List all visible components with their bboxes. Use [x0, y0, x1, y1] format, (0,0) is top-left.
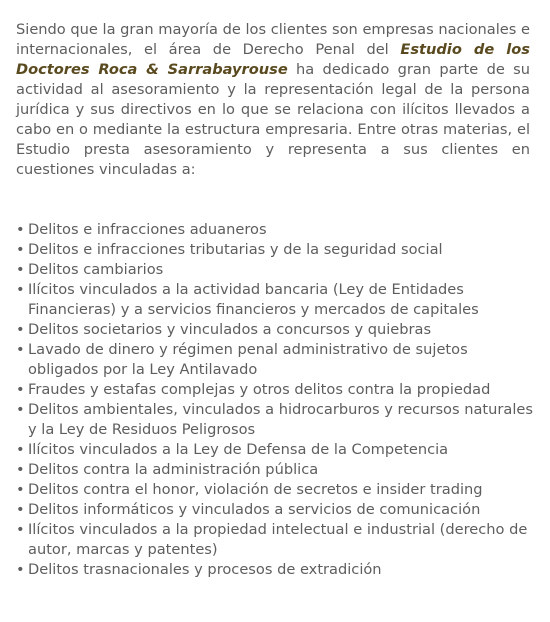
- bullet-icon: •: [16, 241, 25, 258]
- bullet-icon: •: [16, 501, 25, 518]
- list-item-label: Delitos societarios y vinculados a concursos y quiebras: [28, 321, 432, 338]
- list-item: [16, 560, 536, 580]
- list-item-label: Delitos contra el honor, violación de secretos e insider trading: [28, 481, 483, 498]
- list-item: [16, 520, 536, 560]
- intro-text-after: ha dedicado gran parte de su actividad al asesoramiento y la representación legal de la persona jurídica y sus directivos en lo que se relaciona con ilícitos llevados a cabo en o mediante la estructura empresaria. Entre otras materias, el Estudio presta asesoramiento y representa a sus clientes en cuestiones vinculadas a:: [16, 61, 530, 178]
- bullet-icon: •: [16, 561, 25, 578]
- list-item-label: Ilícitos vinculados a la Ley de Defensa de la Competencia: [28, 441, 449, 458]
- list-item-label: Ilícitos vinculados a la actividad bancaria (Ley de Entidades Financieras) y a servicios financieros y mercados de capitales: [28, 281, 479, 318]
- bullet-icon: •: [16, 461, 25, 478]
- list-item: [16, 460, 536, 480]
- list-item: [16, 240, 536, 260]
- bullet-icon: •: [16, 281, 25, 298]
- list-item: [16, 440, 536, 460]
- list-item-label: Lavado de dinero y régimen penal administrativo de sujetos obligados por la Ley Antilavado: [28, 341, 468, 378]
- list-item: [16, 380, 536, 400]
- list-item: [16, 220, 536, 240]
- list-item-label: Delitos contra la administración pública: [28, 461, 319, 478]
- bullet-icon: •: [16, 341, 25, 358]
- list-item-label: Delitos trasnacionales y procesos de extradición: [28, 561, 382, 578]
- bullet-icon: •: [16, 261, 25, 278]
- bullet-icon: •: [16, 321, 25, 338]
- list-item: [16, 280, 536, 320]
- practice-areas-list: [16, 220, 536, 580]
- bullet-icon: •: [16, 401, 25, 418]
- list-item: [16, 480, 536, 500]
- list-item: [16, 260, 536, 280]
- bullet-icon: •: [16, 481, 25, 498]
- intro-text-before: Siendo que la gran mayoría de los clientes son empresas nacionales e internacionales, el área de Derecho Penal del: [16, 21, 530, 58]
- list-item-label: Fraudes y estafas complejas y otros delitos contra la propiedad: [28, 381, 491, 398]
- list-item: [16, 320, 536, 340]
- list-item-label: Delitos ambientales, vinculados a hidrocarburos y recursos naturales y la Ley de Residuos Peligrosos: [28, 401, 533, 438]
- next-paragraph-cutoff: [16, 612, 530, 622]
- list-item-label: Delitos e infracciones aduaneros: [28, 221, 267, 238]
- list-item-label: Delitos e infracciones tributarias y de la seguridad social: [28, 241, 443, 258]
- bullet-icon: •: [16, 521, 25, 538]
- firm-name: Estudio de los Doctores Roca & Sarrabayrouse: [16, 41, 530, 78]
- bullet-icon: •: [16, 221, 25, 238]
- list-item-label: Delitos cambiarios: [28, 261, 164, 278]
- list-item: [16, 340, 536, 380]
- bullet-icon: •: [16, 381, 25, 398]
- list-item-label: Ilícitos vinculados a la propiedad intelectual e industrial (derecho de autor, marcas y patentes): [28, 521, 528, 558]
- intro-paragraph: [16, 20, 530, 180]
- list-item-label: Delitos informáticos y vinculados a servicios de comunicación: [28, 501, 481, 518]
- bullet-icon: •: [16, 441, 25, 458]
- list-item: [16, 500, 536, 520]
- list-item: [16, 400, 536, 440]
